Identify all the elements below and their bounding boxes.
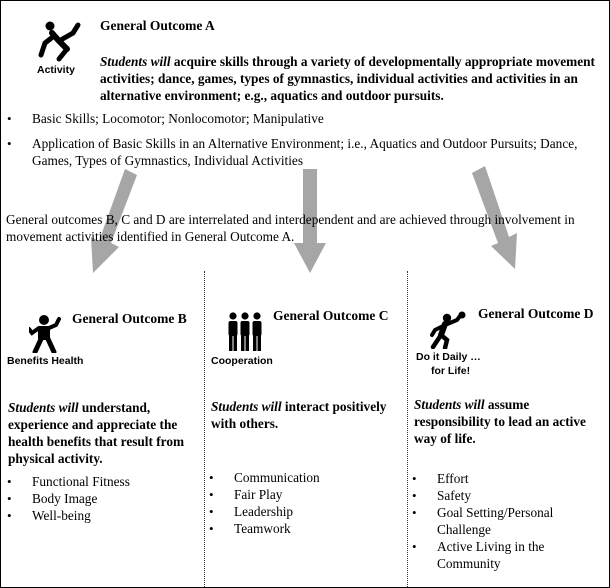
outcome-b-statement-lead: Students will — [8, 400, 79, 415]
outcome-b-statement — [8, 399, 200, 467]
list-item: • Application of Basic Skills in an Alternative Environment; i.e., Aquatics and Outdoor Pursuits; Dance, Games, Types of Gymnastics, Individual Activities — [5, 135, 595, 169]
outcome-c-statement-lead: Students will — [211, 399, 282, 414]
outcome-d-title: General Outcome D — [478, 306, 594, 321]
list-item: • Goal Setting/Personal Challenge — [410, 504, 602, 538]
activity-icon-label: Activity — [37, 64, 75, 76]
outcome-d-statement-rest: assume responsibility to lead an active way of life. — [414, 397, 586, 446]
do-it-daily-label: Do it Daily … — [416, 351, 481, 363]
interrelated-text: General outcomes B, C and D are interrelated and interdependent and are achieved through involvement in movement activities identified in General Outcome A. — [6, 212, 575, 244]
list-item: • Fair Play — [207, 486, 402, 503]
list-item: • Effort — [410, 470, 602, 487]
list-item: • Basic Skills; Locomotor; Nonlocomotor; Manipulative — [5, 110, 595, 127]
outcome-a-title: General Outcome A — [100, 18, 215, 33]
benefits-health-icon-label: Benefits Health — [7, 355, 84, 367]
cooperation-icon — [227, 312, 263, 352]
list-item: • Active Living in the Community — [410, 538, 602, 572]
outcome-a-statement-lead: Students will — [100, 54, 171, 69]
list-item: • Communication — [207, 469, 402, 486]
for-life-label: for Life! — [431, 365, 471, 377]
cooperation-icon-label: Cooperation — [211, 355, 273, 367]
outcome-b-statement-rest: understand, experience and appreciate the health benefits that result from physical activity. — [8, 400, 185, 466]
outcome-c-bullet-list — [207, 469, 402, 537]
outcome-d-statement — [414, 396, 606, 447]
outcome-d-bullet-list — [410, 470, 602, 572]
column-divider — [204, 271, 205, 587]
column-divider — [407, 271, 408, 587]
benefits-health-icon — [29, 315, 63, 353]
outcome-c-statement-rest: interact positively with others. — [211, 399, 387, 431]
outcome-b-bullet-list — [5, 473, 200, 524]
outcome-d-statement-lead: Students will — [414, 397, 485, 412]
list-item: • Teamwork — [207, 520, 402, 537]
outcome-c-statement — [211, 398, 403, 432]
do-it-daily-icon — [429, 311, 467, 349]
list-item: • Body Image — [5, 490, 200, 507]
list-item: • Leadership — [207, 503, 402, 520]
outcome-b-title: General Outcome B — [72, 311, 187, 326]
list-item: • Functional Fitness — [5, 473, 200, 490]
list-item: • Safety — [410, 487, 602, 504]
outcome-c-title: General Outcome C — [273, 308, 389, 323]
list-item: • Well-being — [5, 507, 200, 524]
outcome-a-statement-rest: acquire skills through a variety of developmentally appropriate movement activities; dance, games, types of gymnastics, individual activities and activities in an alternative environment; e.g., aquatics and outdoor pursuits. — [100, 54, 595, 103]
